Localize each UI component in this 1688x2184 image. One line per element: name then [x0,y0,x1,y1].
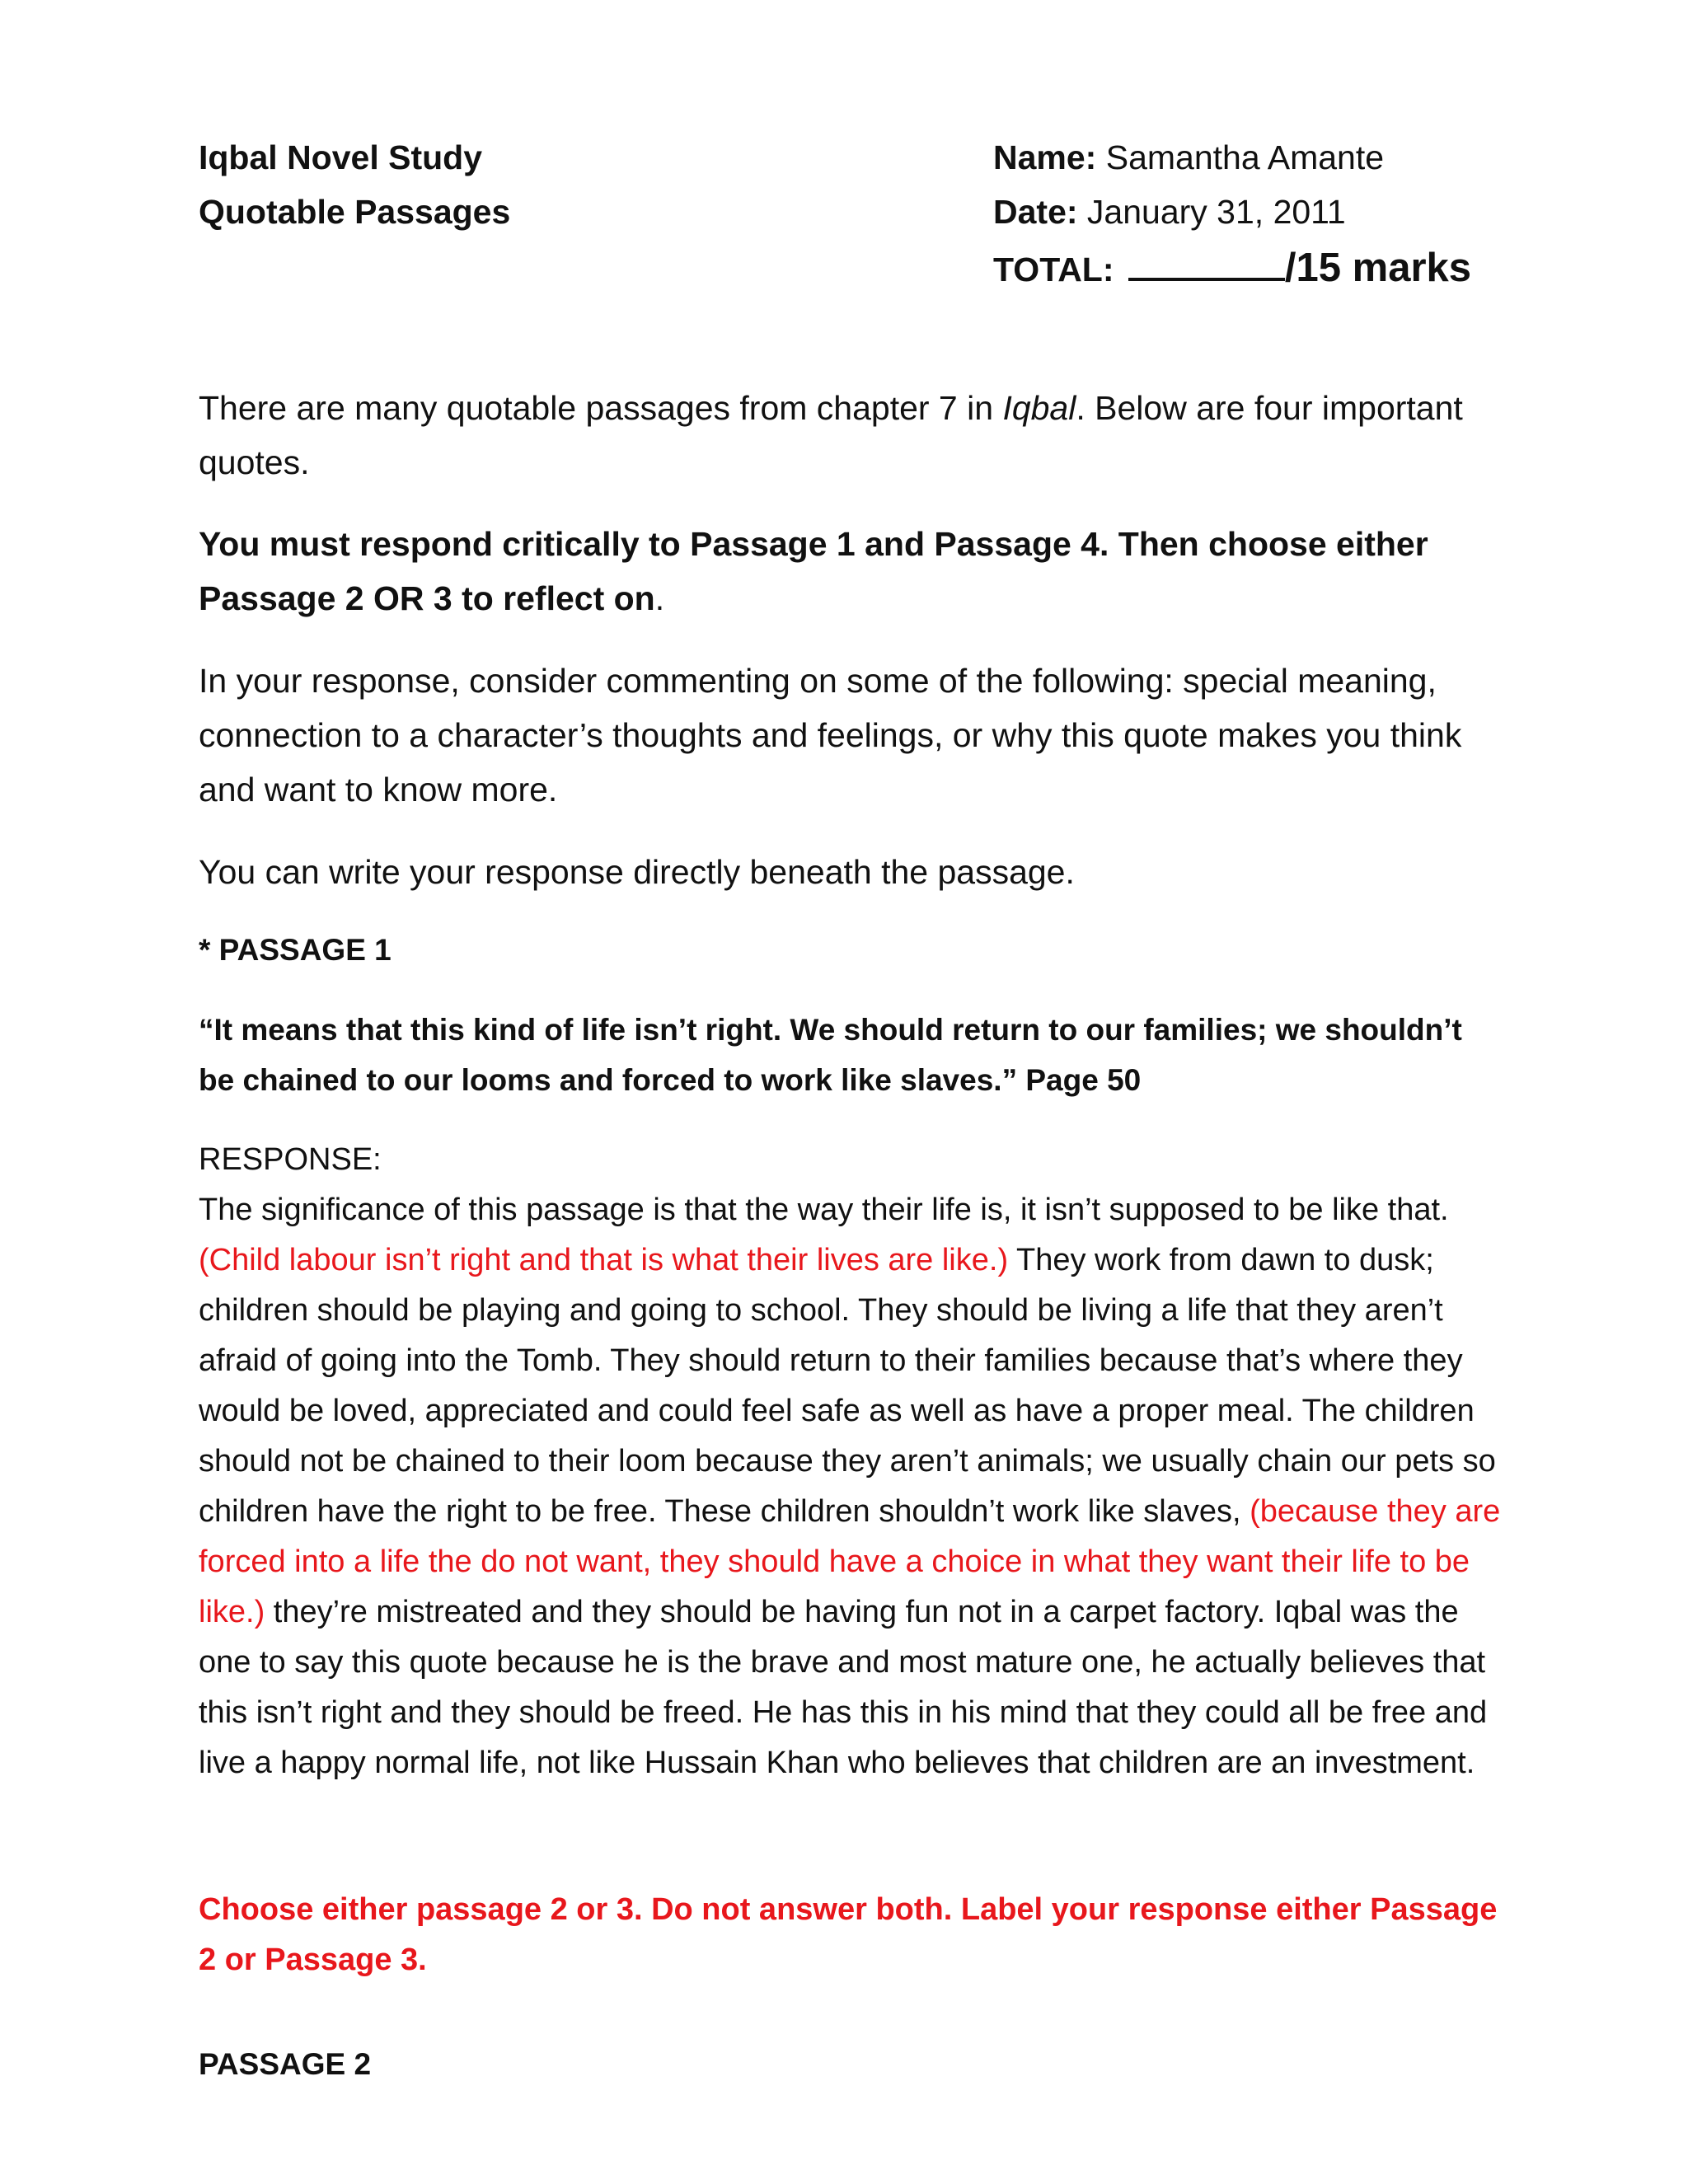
intro-paragraph [199,381,1501,490]
book-title: Iqbal [1002,389,1076,427]
passage2-label: PASSAGE 2 [199,2047,372,2081]
instruction-text: You must respond critically to Passage 1 and Passage 4. Then choose either Passage 2 OR 3 to reflect on [199,525,1428,617]
write-note: You can write your response directly beneath the passage. [199,853,1075,891]
document-title: Iqbal Novel Study [199,138,482,176]
date-line [993,185,1471,239]
consider-paragraph: In your response, consider commenting on some of the following: special meaning, connection to a character’s thoughts and feelings, or why this quote makes you think and want to know more. [199,662,1462,808]
total-blank [1128,246,1285,281]
document-title-block [199,130,510,239]
teacher-comment-2: (because they are forced into a life the do not want, they should have a choice in what they want their life to be like.) [199,1494,1501,1629]
response-part-3: they’re mistreated and they should be having fun not in a carpet factory. Iqbal was the one to say this quote because he is the brave and most mature one, he actually believes that this isn’t right and they should be freed. He has this in his mind that they could all be free and live a happy normal life, not like Hussain Khan who believes that children are an investment. [199,1595,1488,1780]
passage1-label: * PASSAGE 1 [199,933,392,967]
response-part-1: The significance of this passage is that the way their life is, it isn’t supposed to be like that. [199,1193,1449,1227]
intro-text-1: There are many quotable passages from chapter 7 in [199,389,1003,427]
response-label: RESPONSE: [199,1142,382,1177]
instruction-paragraph [199,517,1501,626]
name-label: Name: [993,138,1097,176]
choose-instruction: Choose either passage 2 or 3. Do not answer both. Label your response either Passage 2 or Passage 3. [199,1892,1498,1977]
teacher-comment-1: (Child labour isn’t right and that is what their lives are like.) [199,1243,1009,1277]
instruction-period: . [654,579,665,617]
intro-text-2: . Below are four important quotes. [199,389,1463,481]
name-value: Samantha Amante [1096,138,1385,176]
total-line [993,241,1471,297]
response-part-2: They work from dawn to dusk; children should be playing and going to school. They should be living a life that they aren’t afraid of going into the Tomb. They should return to their families because that’s where they would be loved, appreciated and could feel safe as well as have a proper meal. The children should not be chained to their loom because they aren’t animals; we usually chain our pets so children have the right to be free. These children shouldn’t work like slaves, [199,1243,1496,1529]
total-suffix: /15 marks [1284,246,1472,290]
name-line [993,130,1471,185]
total-label: TOTAL: [993,251,1114,288]
date-label: Date: [993,193,1078,231]
student-info-block [993,130,1471,297]
response-text [199,1185,1501,1788]
passage1-quote: “It means that this kind of life isn’t right. We should return to our families; we shouldn’t be chained to our looms and forced to work like slaves.” Page 50 [199,1013,1462,1097]
document-subtitle: Quotable Passages [199,193,511,231]
passage1-response [199,1135,1501,1788]
date-value: January 31, 2011 [1077,193,1346,231]
